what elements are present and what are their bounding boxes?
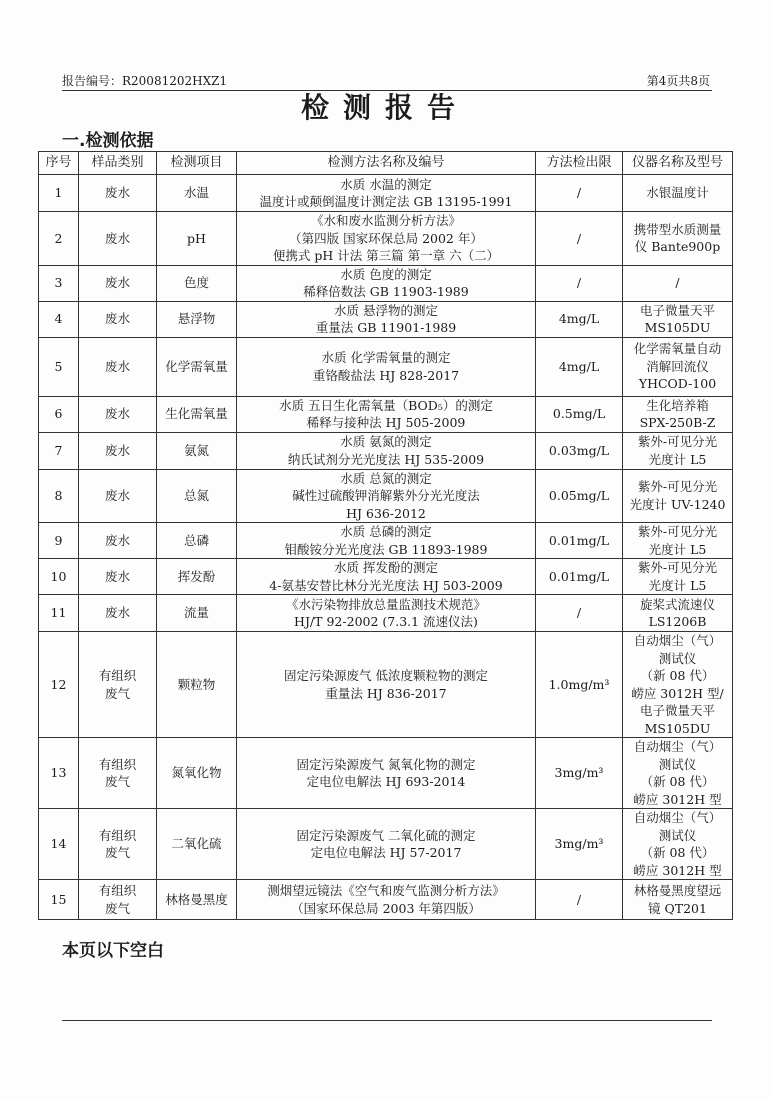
cell-instrument: 紫外-可见分光 光度计 L5 (623, 432, 733, 469)
cell-category: 有组织 废气 (79, 632, 157, 738)
document-title: 检测报告 (300, 91, 469, 124)
cell-limit: 0.01mg/L (536, 559, 623, 595)
cell-method: 水质 悬浮物的测定 重量法 GB 11901-1989 (237, 301, 536, 337)
cell-method: 水质 化学需氧量的测定 重铬酸盐法 HJ 828-2017 (237, 337, 536, 396)
table-row (39, 880, 733, 920)
cell-limit: 0.5mg/L (536, 396, 623, 432)
cell-limit: 4mg/L (536, 337, 623, 396)
cell-no: 3 (39, 265, 79, 301)
cell-item: pH (157, 212, 237, 266)
cell-method: 测烟望远镜法《空气和废气监测分析方法》 （国家环保总局 2003 年第四版） (237, 880, 536, 920)
cell-category: 有组织 废气 (79, 880, 157, 920)
cell-limit: 0.03mg/L (536, 432, 623, 469)
cell-category: 废水 (79, 175, 157, 212)
cell-instrument: 旋桨式流速仪 LS1206B (623, 595, 733, 632)
cell-category: 废水 (79, 337, 157, 396)
cell-category: 废水 (79, 265, 157, 301)
cell-category: 废水 (79, 595, 157, 632)
column-header: 方法检出限 (536, 152, 623, 175)
table-row (39, 809, 733, 880)
table-row (39, 559, 733, 595)
table-row (39, 212, 733, 266)
cell-no: 9 (39, 523, 79, 559)
cell-limit: / (536, 880, 623, 920)
cell-instrument: 水银温度计 (623, 175, 733, 212)
cell-category: 废水 (79, 432, 157, 469)
table-row (39, 632, 733, 738)
cell-method: 水质 挥发酚的测定 4-氨基安替比林分光光度法 HJ 503-2009 (237, 559, 536, 595)
cell-item: 生化需氧量 (157, 396, 237, 432)
cell-item: 水温 (157, 175, 237, 212)
cell-category: 废水 (79, 523, 157, 559)
table-row (39, 738, 733, 809)
column-header: 仪器名称及型号 (623, 152, 733, 175)
cell-instrument: 自动烟尘（气） 测试仪 （新 08 代） 崂应 3012H 型/ 电子微量天平 MS105DU (623, 632, 733, 738)
cell-no: 10 (39, 559, 79, 595)
cell-method: 水质 色度的测定 稀释倍数法 GB 11903-1989 (237, 265, 536, 301)
cell-instrument: 自动烟尘（气） 测试仪 （新 08 代） 崂应 3012H 型 (623, 809, 733, 880)
cell-instrument: 紫外-可见分光 光度计 L5 (623, 523, 733, 559)
table-row (39, 469, 733, 523)
cell-no: 13 (39, 738, 79, 809)
cell-instrument: / (623, 265, 733, 301)
cell-method: 水质 总磷的测定 钼酸铵分光光度法 GB 11893-1989 (237, 523, 536, 559)
table-row (39, 396, 733, 432)
cell-limit: / (536, 265, 623, 301)
table-row (39, 523, 733, 559)
blank-page-note: 本页以下空白 (62, 941, 164, 961)
cell-item: 二氧化硫 (157, 809, 237, 880)
cell-category: 废水 (79, 396, 157, 432)
cell-category: 有组织 废气 (79, 809, 157, 880)
cell-item: 化学需氧量 (157, 337, 237, 396)
cell-method: 固定污染源废气 氮氧化物的测定 定电位电解法 HJ 693-2014 (237, 738, 536, 809)
cell-method: 水质 水温的测定 温度计或颠倒温度计测定法 GB 13195-1991 (237, 175, 536, 212)
cell-category: 废水 (79, 212, 157, 266)
cell-no: 5 (39, 337, 79, 396)
cell-category: 废水 (79, 469, 157, 523)
cell-instrument: 电子微量天平 MS105DU (623, 301, 733, 337)
cell-method: 水质 总氮的测定 碱性过硫酸钾消解紫外分光光度法 HJ 636-2012 (237, 469, 536, 523)
cell-limit: 1.0mg/m³ (536, 632, 623, 738)
cell-instrument: 紫外-可见分光 光度计 UV-1240 (623, 469, 733, 523)
cell-item: 总磷 (157, 523, 237, 559)
cell-limit: / (536, 175, 623, 212)
cell-no: 2 (39, 212, 79, 266)
table-row (39, 432, 733, 469)
cell-item: 总氮 (157, 469, 237, 523)
cell-method: 水质 氨氮的测定 纳氏试剂分光光度法 HJ 535-2009 (237, 432, 536, 469)
cell-category: 废水 (79, 559, 157, 595)
cell-method: 《水和废水监测分析方法》 （第四版 国家环保总局 2002 年） 便携式 pH 计法 第三篇 第一章 六（二） (237, 212, 536, 266)
cell-instrument: 自动烟尘（气） 测试仪 （新 08 代） 崂应 3012H 型 (623, 738, 733, 809)
cell-item: 流量 (157, 595, 237, 632)
cell-no: 1 (39, 175, 79, 212)
cell-limit: 4mg/L (536, 301, 623, 337)
cell-limit: / (536, 212, 623, 266)
cell-item: 林格曼黑度 (157, 880, 237, 920)
table-row (39, 595, 733, 632)
test-basis-table (38, 151, 733, 920)
column-header: 检测方法名称及编号 (237, 152, 536, 175)
column-header: 序号 (39, 152, 79, 175)
cell-no: 4 (39, 301, 79, 337)
cell-limit: 0.01mg/L (536, 523, 623, 559)
cell-instrument: 生化培养箱 SPX-250B-Z (623, 396, 733, 432)
cell-item: 悬浮物 (157, 301, 237, 337)
page-number: 第4页共8页 (646, 74, 710, 88)
cell-instrument: 林格曼黑度望远 镜 QT201 (623, 880, 733, 920)
cell-no: 15 (39, 880, 79, 920)
table-row (39, 175, 733, 212)
table-row (39, 301, 733, 337)
table-row (39, 265, 733, 301)
cell-instrument: 携带型水质测量 仪 Bante900p (623, 212, 733, 266)
cell-method: 固定污染源废气 低浓度颗粒物的测定 重量法 HJ 836-2017 (237, 632, 536, 738)
cell-item: 颗粒物 (157, 632, 237, 738)
cell-method: 水质 五日生化需氧量（BOD₅）的测定 稀释与接种法 HJ 505-2009 (237, 396, 536, 432)
cell-limit: 0.05mg/L (536, 469, 623, 523)
cell-method: 固定污染源废气 二氧化硫的测定 定电位电解法 HJ 57-2017 (237, 809, 536, 880)
cell-no: 12 (39, 632, 79, 738)
cell-limit: / (536, 595, 623, 632)
cell-limit: 3mg/m³ (536, 738, 623, 809)
cell-no: 6 (39, 396, 79, 432)
column-header: 样品类别 (79, 152, 157, 175)
table-row (39, 337, 733, 396)
table-header-row (39, 152, 733, 175)
cell-category: 废水 (79, 301, 157, 337)
cell-category: 有组织 废气 (79, 738, 157, 809)
cell-item: 氮氧化物 (157, 738, 237, 809)
cell-instrument: 化学需氧量自动 消解回流仪 YHCOD-100 (623, 337, 733, 396)
cell-limit: 3mg/m³ (536, 809, 623, 880)
cell-method: 《水污染物排放总量监测技术规范》 HJ/T 92-2002 (7.3.1 流速仪法) (237, 595, 536, 632)
section-title: 一.检测依据 (62, 131, 154, 151)
cell-no: 11 (39, 595, 79, 632)
cell-no: 8 (39, 469, 79, 523)
cell-item: 色度 (157, 265, 237, 301)
footer-divider (62, 1020, 712, 1021)
column-header: 检测项目 (157, 152, 237, 175)
cell-no: 14 (39, 809, 79, 880)
cell-no: 7 (39, 432, 79, 469)
report-number: 报告编号：R20081202HXZ1 (62, 74, 228, 88)
cell-item: 挥发酚 (157, 559, 237, 595)
cell-instrument: 紫外-可见分光 光度计 L5 (623, 559, 733, 595)
cell-item: 氨氮 (157, 432, 237, 469)
